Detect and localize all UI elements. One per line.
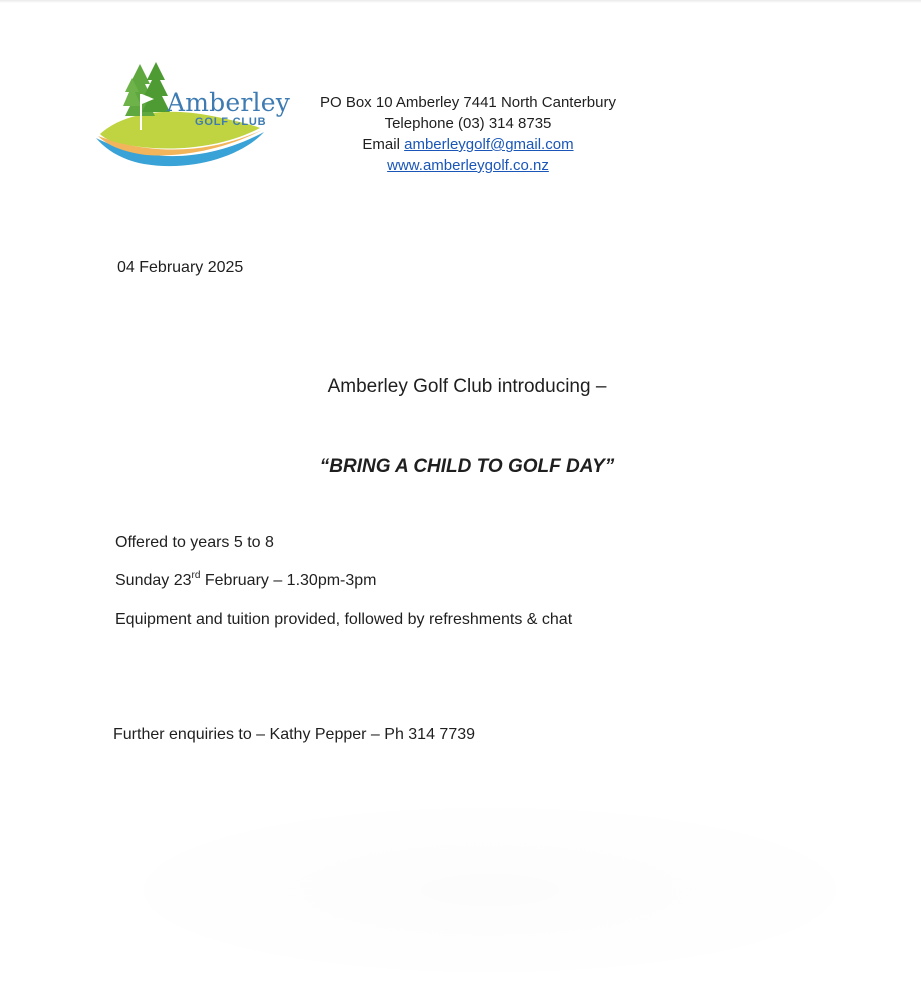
email-line bbox=[300, 134, 636, 155]
logo-name: Amberley bbox=[167, 88, 291, 117]
offered-line: Offered to years 5 to 8 bbox=[115, 534, 274, 551]
scan-smudge bbox=[70, 790, 910, 990]
letter-date: 04 February 2025 bbox=[117, 259, 244, 276]
event-date-line bbox=[115, 569, 377, 590]
enquiries-line: Further enquiries to – Kathy Pepper – Ph 314 7739 bbox=[113, 726, 476, 743]
email-label: Email bbox=[362, 136, 400, 153]
website-line bbox=[300, 155, 636, 176]
event-day: Sunday 23 bbox=[115, 572, 192, 589]
letterhead-contact bbox=[300, 92, 636, 176]
event-time: February – 1.30pm-3pm bbox=[200, 572, 377, 589]
page-top-edge bbox=[0, 0, 921, 3]
amberley-golf-club-logo bbox=[92, 60, 292, 172]
details-line: Equipment and tuition provided, followed by refreshments & chat bbox=[115, 611, 573, 628]
postal-address: PO Box 10 Amberley 7441 North Canterbury bbox=[320, 94, 616, 111]
telephone: Telephone (03) 314 8735 bbox=[384, 115, 552, 132]
website-link[interactable]: www.amberleygolf.co.nz bbox=[387, 157, 549, 174]
email-link[interactable]: amberleygolf@gmail.com bbox=[404, 136, 574, 153]
intro-line: Amberley Golf Club introducing – bbox=[327, 376, 607, 397]
ordinal-suffix: rd bbox=[191, 569, 201, 581]
event-headline: “BRING A CHILD TO GOLF DAY” bbox=[319, 456, 615, 477]
logo-subtitle: GOLF CLUB bbox=[195, 116, 267, 128]
